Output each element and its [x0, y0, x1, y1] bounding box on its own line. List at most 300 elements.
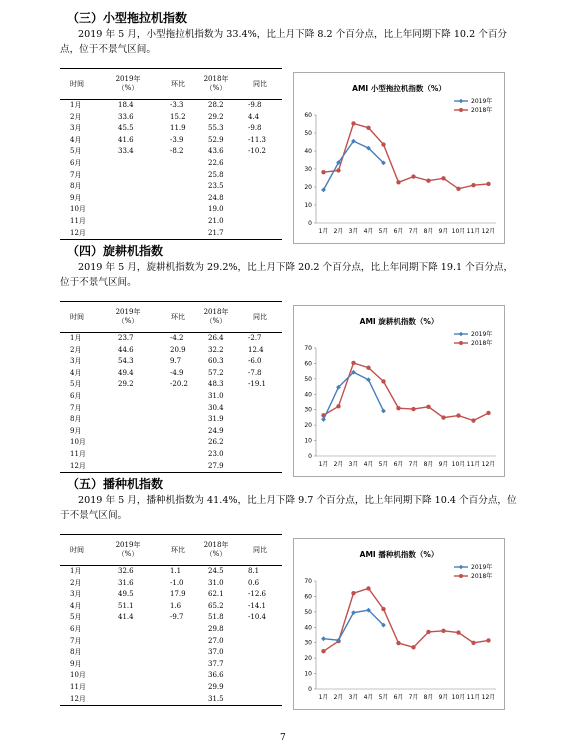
table-row [60, 204, 282, 216]
x-tick-label: 1月 [318, 461, 329, 468]
table-row [60, 170, 282, 182]
x-tick-label: 6月 [393, 694, 404, 701]
table-row [60, 112, 282, 124]
table-cell: 52.9 [208, 135, 224, 144]
x-tick-label: 12月 [481, 694, 496, 701]
x-tick-label: 5月 [378, 461, 389, 468]
x-tick-label: 12月 [481, 461, 496, 468]
series-point [381, 409, 386, 414]
y-tick-label: 30 [304, 639, 312, 647]
legend-marker [459, 574, 463, 578]
table-cell: 27.0 [208, 636, 224, 645]
table-row [60, 682, 282, 694]
series-point [456, 413, 460, 417]
header-y2019_unit: （%） [117, 550, 139, 558]
x-tick-label: 12月 [481, 228, 496, 235]
table-cell: 31.5 [208, 694, 224, 703]
y-tick-label: 60 [304, 360, 312, 368]
table-cell: 36.6 [208, 671, 224, 680]
table-cell: 9月 [70, 193, 82, 202]
table-cell: 27.9 [208, 461, 224, 470]
table-row [60, 368, 282, 380]
table-cell: 31.0 [208, 578, 224, 587]
table-cell: 1月 [70, 101, 82, 109]
x-tick-label: 6月 [393, 461, 404, 468]
series-point [411, 645, 415, 649]
series-point [321, 417, 326, 422]
table-cell: -14.1 [248, 601, 266, 610]
section-paragraph: 2019 年 5 月，旋耕机指数为 29.2%，比上月下降 20.2 个百分点，比上年同期下降 19.1 个百分点，位于不景气区间。 [60, 262, 514, 288]
table-row [60, 356, 282, 368]
x-tick-label: 8月 [423, 694, 434, 701]
table-cell: 9月 [70, 659, 82, 668]
table-cell: 10月 [70, 671, 86, 680]
legend-label: 2018年 [471, 340, 493, 347]
table-cell: 3月 [70, 590, 82, 599]
table-cell: 7月 [70, 636, 82, 645]
table-cell: 20.9 [170, 345, 186, 354]
table-cell: 4.4 [248, 112, 260, 121]
series-point [381, 142, 385, 146]
header-yoy: 同比 [253, 313, 267, 321]
header-month: 时间 [70, 80, 84, 88]
table-cell: 1.1 [170, 567, 182, 575]
table-cell: -9.8 [248, 124, 262, 133]
legend-label: 2019年 [471, 98, 493, 105]
table-cell: 9.7 [170, 357, 182, 366]
series-point [486, 411, 490, 415]
table-cell: 65.2 [208, 601, 224, 610]
table-row [60, 391, 282, 403]
table-row [60, 694, 282, 707]
table-cell: 26.2 [208, 438, 224, 447]
table-cell: 1月 [70, 334, 82, 342]
table-row [60, 612, 282, 624]
series-line-0 [324, 141, 384, 190]
section-paragraph: 2019 年 5 月，播种机指数为 41.4%，比上月下降 9.7 个百分点，比上年同期下降 10.4 个百分点，位于不景气区间。 [60, 495, 517, 521]
table-cell: 12月 [70, 461, 86, 470]
header-month: 时间 [70, 313, 84, 321]
y-tick-label: 10 [304, 670, 312, 678]
table-row [60, 414, 282, 426]
table-row [60, 624, 282, 636]
series-point [486, 182, 490, 186]
table-row [60, 345, 282, 357]
table-cell: 6月 [70, 158, 82, 167]
table-row [60, 601, 282, 613]
table-cell: 23.5 [208, 182, 224, 191]
table-cell: -7.8 [248, 368, 262, 377]
x-tick-label: 9月 [438, 228, 449, 235]
table-cell: 57.2 [208, 368, 224, 377]
table-cell: -10.2 [248, 147, 266, 156]
legend-marker [459, 99, 463, 103]
header-month: 时间 [70, 546, 84, 554]
series-point [456, 630, 460, 634]
legend-label: 2019年 [471, 331, 493, 338]
header-y2018_unit: （%） [205, 317, 227, 325]
table-row [60, 426, 282, 438]
page-number: 7 [280, 733, 286, 743]
table-cell: 54.3 [118, 357, 134, 366]
table-row [60, 403, 282, 415]
line-chart [293, 72, 505, 244]
table-cell: -20.2 [170, 380, 188, 389]
table-cell: 11.9 [170, 124, 186, 133]
y-tick-label: 0 [308, 453, 312, 460]
y-tick-label: 20 [304, 422, 312, 430]
legend-marker [459, 565, 463, 569]
legend-label: 2018年 [471, 573, 493, 580]
table-row [60, 589, 282, 601]
table-cell: 8.1 [248, 567, 260, 575]
series-point [351, 121, 355, 125]
table-row [60, 181, 282, 193]
table-cell: 7月 [70, 170, 82, 179]
table-cell: 2月 [70, 112, 82, 121]
x-tick-label: 6月 [393, 228, 404, 235]
series-point [441, 629, 445, 633]
table-header [60, 68, 282, 100]
table-cell: 29.2 [208, 112, 224, 121]
series-point [336, 404, 340, 408]
x-tick-label: 7月 [408, 228, 419, 235]
table-cell: 4月 [70, 135, 82, 144]
table-cell: 3月 [70, 124, 82, 133]
table-cell: -4.2 [170, 334, 184, 342]
y-tick-label: 40 [304, 148, 312, 155]
table-cell: 37.7 [208, 659, 224, 668]
table-cell: -10.4 [248, 613, 266, 622]
series-point [321, 636, 326, 641]
section-3 [0, 476, 569, 706]
table-cell: 1.6 [170, 601, 182, 610]
table-cell: 11月 [70, 449, 86, 458]
table-cell: 1月 [70, 567, 82, 575]
section-2 [0, 243, 569, 473]
table-header [60, 534, 282, 566]
y-tick-label: 50 [304, 375, 312, 383]
y-tick-label: 40 [304, 391, 312, 399]
x-tick-label: 5月 [378, 228, 389, 235]
table-cell: 22.6 [208, 158, 224, 167]
table-cell: 60.3 [208, 357, 224, 366]
y-tick-label: 20 [304, 655, 312, 663]
line-chart [293, 538, 505, 710]
x-tick-label: 2月 [333, 228, 344, 235]
line-chart [293, 305, 505, 477]
table-cell: 10月 [70, 205, 86, 214]
x-tick-label: 3月 [348, 228, 359, 235]
x-tick-label: 4月 [363, 694, 374, 701]
table-cell: -1.0 [170, 578, 184, 587]
header-y2018_unit: （%） [205, 550, 227, 558]
table-row [60, 647, 282, 659]
table-cell: 32.2 [208, 345, 224, 354]
x-tick-label: 10月 [451, 694, 466, 701]
data-table [60, 68, 282, 240]
table-cell: 21.0 [208, 216, 224, 225]
table-cell: 5月 [70, 613, 82, 622]
table-cell: -8.2 [170, 147, 184, 156]
table-cell: 18.4 [118, 101, 134, 109]
y-tick-label: 20 [304, 184, 312, 191]
x-tick-label: 11月 [466, 228, 481, 235]
header-y2018_unit: （%） [205, 84, 227, 92]
series-point [396, 180, 400, 184]
table-cell: -6.0 [248, 357, 262, 366]
y-tick-label: 0 [308, 686, 312, 693]
series-point [471, 183, 475, 187]
y-tick-label: 70 [304, 345, 312, 352]
series-line-1 [324, 363, 489, 421]
series-point [441, 415, 445, 419]
table-cell: 24.5 [208, 567, 224, 575]
table-cell: 5月 [70, 147, 82, 156]
table-row [60, 566, 282, 578]
table-cell: 45.5 [118, 124, 134, 133]
table-cell: 24.8 [208, 193, 224, 202]
x-tick-label: 10月 [451, 461, 466, 468]
x-tick-label: 11月 [466, 461, 481, 468]
series-point [321, 170, 325, 174]
table-cell: 41.4 [118, 613, 134, 622]
series-point [426, 630, 430, 634]
series-point [411, 174, 415, 178]
header-y2019_unit: （%） [117, 317, 139, 325]
header-yoy: 同比 [253, 546, 267, 554]
series-point [486, 638, 490, 642]
table-row [60, 437, 282, 449]
x-tick-label: 7月 [408, 461, 419, 468]
table-cell: 49.4 [118, 368, 134, 377]
series-point [456, 187, 460, 191]
table-row [60, 216, 282, 228]
series-point [441, 176, 445, 180]
legend-marker [459, 341, 463, 345]
legend-marker [459, 332, 463, 336]
table-cell: 8月 [70, 182, 82, 191]
series-point [381, 379, 385, 383]
table-cell: -11.3 [248, 135, 266, 144]
x-tick-label: 1月 [318, 694, 329, 701]
table-cell: 6月 [70, 391, 82, 400]
table-row [60, 228, 282, 241]
header-mom: 环比 [171, 313, 185, 321]
table-row [60, 461, 282, 474]
series-point [351, 361, 355, 365]
table-cell: 51.8 [208, 613, 224, 622]
legend-marker [459, 108, 463, 112]
table-cell: 62.1 [208, 590, 224, 599]
table-cell: 31.0 [208, 391, 224, 400]
chart-title: AMI 播种机指数（%） [359, 550, 439, 559]
table-cell: -2.7 [248, 334, 262, 342]
table-cell: 11月 [70, 682, 86, 691]
series-point [366, 377, 371, 382]
table-row [60, 333, 282, 345]
section-title: （四）旋耕机指数 [67, 244, 164, 258]
table-cell: -3.9 [170, 135, 184, 144]
chart-title: AMI 旋耕机指数（%） [359, 317, 439, 326]
table-cell: 4月 [70, 601, 82, 610]
table-row [60, 123, 282, 135]
series-point [321, 649, 325, 653]
table-cell: 26.4 [208, 334, 224, 342]
x-tick-label: 3月 [348, 461, 359, 468]
x-tick-label: 3月 [348, 694, 359, 701]
table-cell: 12月 [70, 694, 86, 703]
series-point [471, 418, 475, 422]
x-tick-label: 5月 [378, 694, 389, 701]
table-cell: 31.6 [118, 578, 134, 587]
y-tick-label: 30 [304, 406, 312, 414]
y-tick-label: 60 [304, 112, 312, 119]
y-tick-label: 30 [304, 166, 312, 173]
x-tick-label: 4月 [363, 228, 374, 235]
header-y2018: 2018年 [203, 308, 229, 316]
table-cell: 33.4 [118, 147, 134, 156]
table-row [60, 135, 282, 147]
series-point [366, 126, 370, 130]
table-cell: -9.7 [170, 613, 184, 622]
chart-title: AMI 小型拖拉机指数（%） [352, 84, 446, 93]
table-cell: 51.1 [118, 601, 134, 610]
table-cell: 24.9 [208, 426, 224, 435]
table-cell: 10月 [70, 438, 86, 447]
y-tick-label: 10 [304, 437, 312, 445]
x-tick-label: 4月 [363, 461, 374, 468]
series-point [381, 607, 385, 611]
header-y2019: 2019年 [115, 308, 141, 316]
table-cell: 9月 [70, 426, 82, 435]
header-y2018: 2018年 [203, 541, 229, 549]
table-cell: 2月 [70, 578, 82, 587]
table-row [60, 100, 282, 112]
table-cell: 12月 [70, 228, 86, 237]
x-tick-label: 11月 [466, 694, 481, 701]
table-row [60, 158, 282, 170]
y-tick-label: 40 [304, 624, 312, 632]
y-tick-label: 70 [304, 578, 312, 585]
table-cell: 29.8 [208, 624, 224, 633]
section-title: （五）播种机指数 [67, 477, 164, 491]
table-cell: 30.4 [208, 403, 224, 412]
table-cell: 11月 [70, 216, 86, 225]
table-cell: 8月 [70, 415, 82, 424]
table-cell: 4月 [70, 368, 82, 377]
table-cell: 37.0 [208, 648, 224, 657]
table-row [60, 146, 282, 158]
section-title: （三）小型拖拉机指数 [67, 11, 188, 25]
x-tick-label: 2月 [333, 461, 344, 468]
data-table [60, 534, 282, 706]
table-cell: 28.2 [208, 101, 224, 109]
table-cell: 25.8 [208, 170, 224, 179]
chart-svg [294, 539, 504, 709]
x-tick-label: 7月 [408, 694, 419, 701]
section-1 [0, 10, 569, 240]
table-cell: 19.0 [208, 205, 224, 214]
x-tick-label: 10月 [451, 228, 466, 235]
section-paragraph: 2019 年 5 月，小型拖拉机指数为 33.4%，比上月下降 8.2 个百分点，比上年同期下降 10.2 个百分点，位于不景气区间。 [60, 29, 508, 55]
table-cell: 0.6 [248, 578, 260, 587]
table-cell: 44.6 [118, 345, 134, 354]
series-point [471, 641, 475, 645]
series-point [426, 405, 430, 409]
table-cell: 6月 [70, 624, 82, 633]
table-row [60, 449, 282, 461]
table-cell: 41.6 [118, 135, 134, 144]
y-tick-label: 60 [304, 593, 312, 601]
table-cell: 32.6 [118, 567, 134, 575]
series-point [426, 179, 430, 183]
header-y2019: 2019年 [115, 75, 141, 83]
x-tick-label: 8月 [423, 461, 434, 468]
table-cell: 5月 [70, 380, 82, 389]
series-point [366, 586, 370, 590]
table-cell: 33.6 [118, 112, 134, 121]
y-tick-label: 0 [308, 220, 312, 227]
chart-svg [294, 73, 504, 243]
table-cell: -12.6 [248, 590, 266, 599]
header-yoy: 同比 [253, 80, 267, 88]
table-cell: 21.7 [208, 228, 224, 237]
header-mom: 环比 [171, 546, 185, 554]
table-cell: 12.4 [248, 345, 264, 354]
table-row [60, 193, 282, 205]
table-cell: -19.1 [248, 380, 266, 389]
table-cell: 31.9 [208, 415, 224, 424]
series-line-1 [324, 588, 489, 651]
series-point [351, 591, 355, 595]
table-row [60, 636, 282, 648]
legend-label: 2018年 [471, 107, 493, 114]
y-tick-label: 50 [304, 130, 312, 137]
chart-svg [294, 306, 504, 476]
header-y2018: 2018年 [203, 75, 229, 83]
x-tick-label: 2月 [333, 694, 344, 701]
table-cell: 49.5 [118, 590, 134, 599]
header-mom: 环比 [171, 80, 185, 88]
x-tick-label: 9月 [438, 461, 449, 468]
y-tick-label: 50 [304, 608, 312, 616]
y-tick-label: 10 [304, 202, 312, 209]
table-cell: -9.8 [248, 101, 262, 109]
table-row [60, 578, 282, 590]
table-cell: 48.3 [208, 380, 224, 389]
x-tick-label: 9月 [438, 694, 449, 701]
x-tick-label: 1月 [318, 228, 329, 235]
series-point [366, 366, 370, 370]
table-cell: 55.3 [208, 124, 224, 133]
table-cell: -4.9 [170, 368, 184, 377]
legend-label: 2019年 [471, 564, 493, 571]
table-cell: 23.7 [118, 334, 134, 342]
x-tick-label: 8月 [423, 228, 434, 235]
table-row [60, 670, 282, 682]
series-point [396, 641, 400, 645]
header-y2019: 2019年 [115, 541, 141, 549]
table-cell: 2月 [70, 345, 82, 354]
table-cell: 17.9 [170, 590, 186, 599]
series-point [411, 407, 415, 411]
data-table [60, 301, 282, 473]
table-cell: 8月 [70, 648, 82, 657]
table-cell: 29.9 [208, 682, 224, 691]
table-cell: 7月 [70, 403, 82, 412]
table-cell: 23.0 [208, 449, 224, 458]
